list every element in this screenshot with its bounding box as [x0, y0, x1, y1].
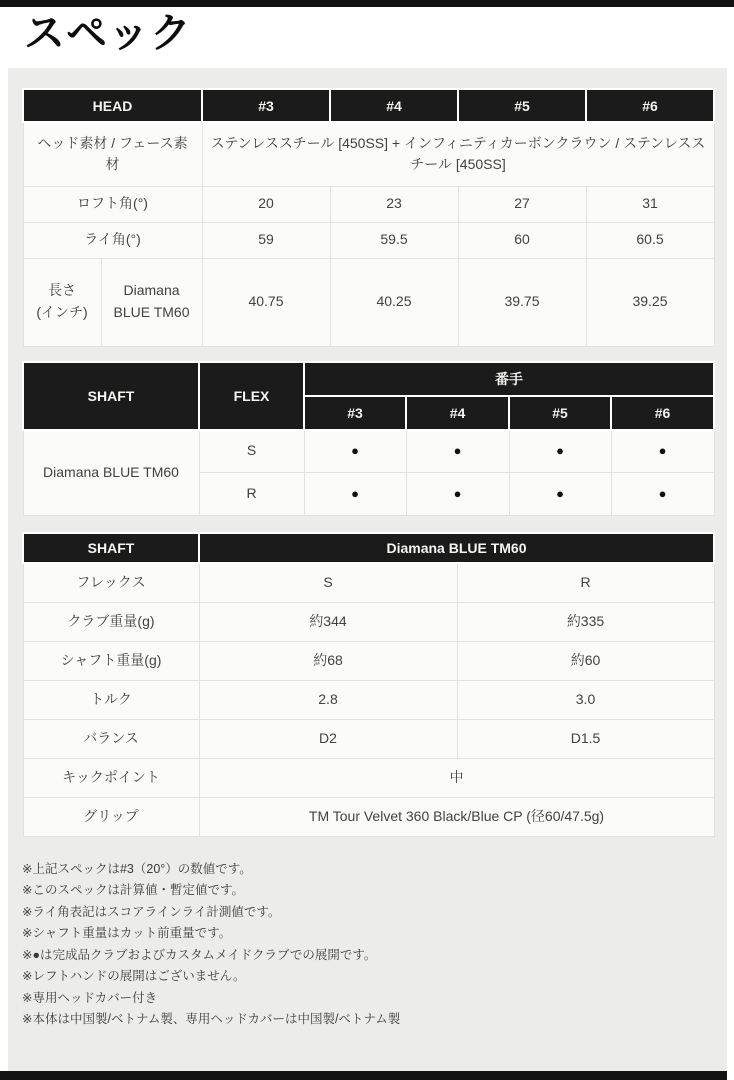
- torque-r-value: 3.0: [457, 680, 714, 719]
- club-number-group-header: 番手: [304, 362, 714, 396]
- column-header-3: #3: [202, 89, 330, 122]
- availability-row-s: [23, 430, 714, 473]
- shaft-spec-header-row: [23, 533, 714, 563]
- lie-label: ライ角(°): [23, 222, 202, 258]
- balance-s-value: D2: [199, 719, 457, 758]
- club-weight-row: [23, 602, 714, 641]
- lie-value-3: 59: [202, 222, 330, 258]
- grip-row: [23, 797, 714, 836]
- availability-dot-icon: ●: [611, 473, 714, 516]
- availability-dot-icon: ●: [509, 473, 611, 516]
- footnote-7: ※専用ヘッドカバー付き: [22, 990, 158, 1005]
- flex-r-cell: R: [199, 473, 304, 516]
- torque-row: [23, 680, 714, 719]
- kick-point-row: [23, 758, 714, 797]
- material-row: [23, 122, 714, 186]
- loft-value-5: 27: [458, 186, 586, 222]
- footnote-1: ※上記スペックは#3（20°）の数値です。: [22, 861, 252, 876]
- footnote-8: ※本体は中国製/ベトナム製、専用ヘッドカバーは中国製/ベトナム製: [22, 1012, 401, 1026]
- lie-value-5: 60: [458, 222, 586, 258]
- spec-panel: [8, 68, 727, 1072]
- length-value-5: 39.75: [458, 258, 586, 346]
- grip-value: TM Tour Velvet 360 Black/Blue CP (径60/47.5g): [199, 797, 714, 836]
- length-label-line1: 長さ: [48, 282, 76, 299]
- club-weight-r-value: 約335: [457, 602, 714, 641]
- row-label: トルク: [23, 680, 199, 719]
- length-value-6: 39.25: [586, 258, 714, 346]
- length-value-3: 40.75: [202, 258, 330, 346]
- length-label: [23, 258, 101, 346]
- balance-row: [23, 719, 714, 758]
- club-weight-s-value: 約344: [199, 602, 457, 641]
- loft-value-6: 31: [586, 186, 714, 222]
- length-row: [23, 258, 714, 346]
- availability-dot-icon: ●: [304, 473, 406, 516]
- loft-label: ロフト角(°): [23, 186, 202, 222]
- lie-row: [23, 222, 714, 258]
- material-value: ステンレススチール [450SS] + インフィニティカーボンクラウン / ステンレススチール [450SS]: [202, 122, 714, 186]
- loft-value-4: 23: [330, 186, 458, 222]
- shaft-header-value: Diamana BLUE TM60: [199, 533, 714, 563]
- row-label: クラブ重量(g): [23, 602, 199, 641]
- flex-s-value: S: [199, 563, 457, 602]
- shaft-weight-row: [23, 641, 714, 680]
- head-table-header-row: [23, 89, 714, 122]
- length-shaft-label: Diamana BLUE TM60: [101, 258, 202, 346]
- flex-r-value: R: [457, 563, 714, 602]
- shaft-spec-table: [22, 532, 715, 837]
- flex-row: [23, 563, 714, 602]
- shaft-header-label: SHAFT: [23, 533, 199, 563]
- lie-value-4: 59.5: [330, 222, 458, 258]
- number-header-5: #5: [509, 396, 611, 430]
- column-header-head: HEAD: [23, 89, 202, 122]
- flex-column-header: FLEX: [199, 362, 304, 430]
- row-label: バランス: [23, 719, 199, 758]
- footnote-5: ※●は完成品クラブおよびカスタムメイドクラブでの展開です。: [22, 947, 377, 962]
- shaft-weight-r-value: 約60: [457, 641, 714, 680]
- availability-dot-icon: ●: [304, 430, 406, 473]
- number-header-3: #3: [304, 396, 406, 430]
- page-title: スペック: [24, 10, 192, 56]
- availability-dot-icon: ●: [406, 473, 509, 516]
- row-label: フレックス: [23, 563, 199, 602]
- material-label: ヘッド素材 / フェース素材: [23, 122, 202, 186]
- top-border-bar: [0, 0, 734, 7]
- kick-point-value: 中: [199, 758, 714, 797]
- row-label: グリップ: [23, 797, 199, 836]
- length-label-line2: (インチ): [36, 304, 88, 320]
- torque-s-value: 2.8: [199, 680, 457, 719]
- availability-dot-icon: ●: [406, 430, 509, 473]
- lie-value-6: 60.5: [586, 222, 714, 258]
- column-header-5: #5: [458, 89, 586, 122]
- bottom-border-bar: [0, 1071, 727, 1080]
- column-header-6: #6: [586, 89, 714, 122]
- shaft-column-header: SHAFT: [23, 362, 199, 430]
- column-header-4: #4: [330, 89, 458, 122]
- availability-dot-icon: ●: [611, 430, 714, 473]
- footnote-4: ※シャフト重量はカット前重量です。: [22, 926, 232, 940]
- balance-r-value: D1.5: [457, 719, 714, 758]
- availability-header-row-1: [23, 362, 714, 396]
- shaft-availability-table: [22, 361, 715, 517]
- footnote-6: ※レフトハンドの展開はございません。: [22, 969, 246, 983]
- shaft-name-cell: Diamana BLUE TM60: [23, 430, 199, 516]
- row-label: キックポイント: [23, 758, 199, 797]
- footnote-3: ※ライ角表記はスコアラインライ計測値です。: [22, 904, 281, 919]
- head-spec-table: [22, 88, 715, 347]
- length-value-4: 40.25: [330, 258, 458, 346]
- row-label: シャフト重量(g): [23, 641, 199, 680]
- number-header-6: #6: [611, 396, 714, 430]
- number-header-4: #4: [406, 396, 509, 430]
- loft-value-3: 20: [202, 186, 330, 222]
- flex-s-cell: S: [199, 430, 304, 473]
- footnotes: [22, 859, 727, 1031]
- shaft-weight-s-value: 約68: [199, 641, 457, 680]
- footnote-2: ※このスペックは計算値・暫定値です。: [22, 883, 244, 897]
- availability-dot-icon: ●: [509, 430, 611, 473]
- loft-row: [23, 186, 714, 222]
